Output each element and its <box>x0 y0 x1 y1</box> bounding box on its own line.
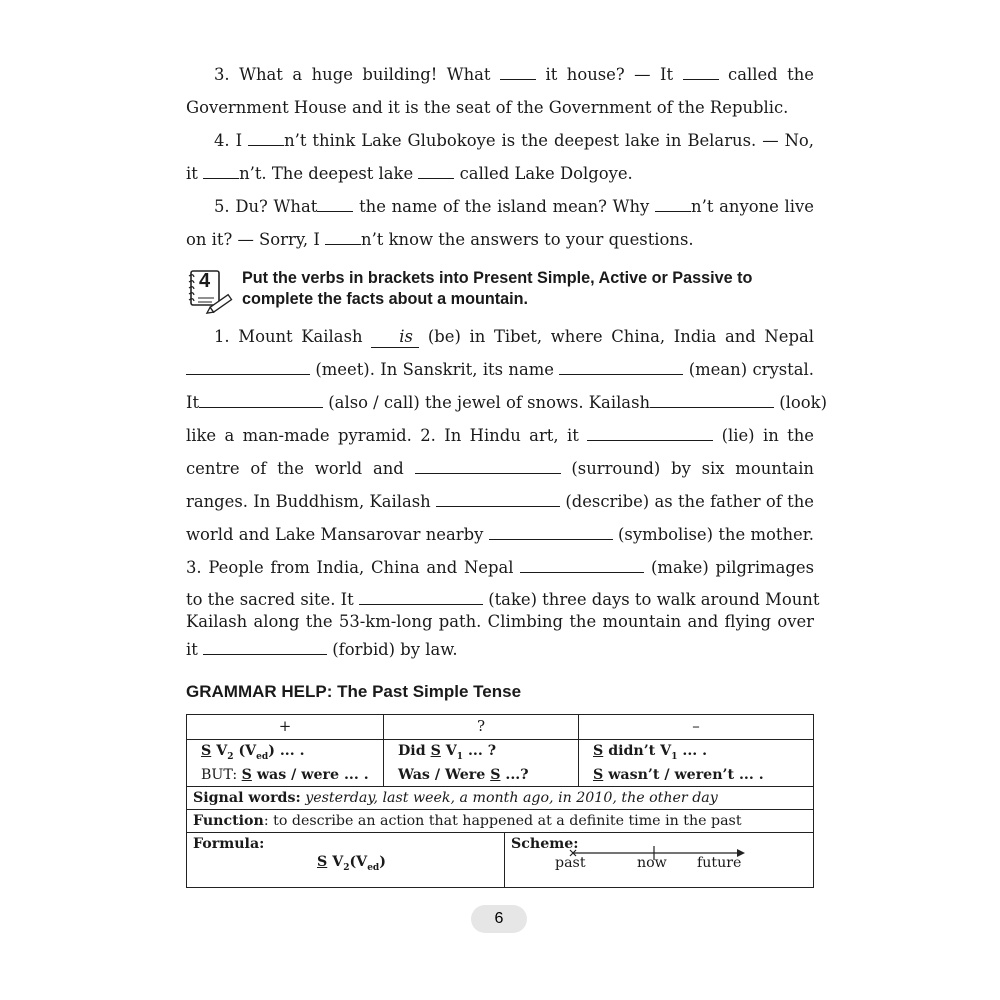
exercise-line: (meet). In Sanskrit, its name (mean) crystal. <box>186 353 814 386</box>
answer-blank[interactable] <box>650 393 774 408</box>
header-question: ? <box>384 715 579 740</box>
grammar-help-heading: GRAMMAR HELP: The Past Simple Tense <box>186 682 522 701</box>
exercise-line: like a man-made pyramid. 2. In Hindu art, it (lie) in the <box>186 426 814 445</box>
exercise-line: to the sacred site. It (take) three days to walk around Mount <box>186 590 820 609</box>
answer-blank[interactable] <box>317 197 353 212</box>
exercise-line: it n’t. The deepest lake called Lake Dolgoye. <box>186 164 633 183</box>
exercise-line: centre of the world and (surround) by six mountain <box>186 459 814 478</box>
answer-blank[interactable] <box>203 640 327 655</box>
header-positive: + <box>187 715 384 740</box>
task-number: 4 <box>199 270 211 292</box>
answer-blank[interactable] <box>683 65 719 80</box>
header-negative: – <box>579 715 814 740</box>
answer-blank[interactable] <box>359 590 483 605</box>
page-number: 6 <box>471 905 527 933</box>
answer-blank[interactable] <box>199 393 323 408</box>
exercise-line: on it? — Sorry, I n’t know the answers to your questions. <box>186 230 694 249</box>
exercise-line: 1. Mount Kailash is (be) in Tibet, where China, India and Nepal <box>214 327 814 346</box>
question-forms: Did S $V_1$ ... ? Was / Were S ...? <box>384 740 579 787</box>
answer-blank[interactable] <box>186 360 310 375</box>
answer-blank[interactable] <box>436 492 560 507</box>
task-instruction: Put the verbs in brackets into Present Simple, Active or Passive to complete the facts about a mountain. <box>242 269 753 308</box>
exercise-line: 5. Du? What the name of the island mean? Why n’t anyone live <box>214 197 814 216</box>
exercise-line: ranges. In Buddhism, Kailash (describe) as the father of the <box>186 492 814 511</box>
positive-forms: S $V_2$ $(V_{ed})$ ... . BUT: S was / were ... . <box>187 740 384 787</box>
answer-blank[interactable] <box>418 164 454 179</box>
scheme-cell: Scheme: past now future <box>505 833 813 887</box>
answer-blank[interactable] <box>520 558 644 573</box>
function-row: Function: to describe an action that happened at a definite time in the past <box>187 809 814 832</box>
grammar-table <box>186 714 814 888</box>
exercise-line: Kailash along the 53-km-long path. Climbing the mountain and flying over <box>186 612 814 631</box>
answer-blank[interactable] <box>248 131 284 146</box>
timeline-future: future <box>697 854 742 871</box>
exercise-line: 4. I n’t think Lake Glubokoye is the deepest lake in Belarus. — No, <box>214 131 814 150</box>
answer-blank[interactable] <box>500 65 536 80</box>
formula-cell: Formula: S $V_2(V_{ed})$ <box>187 833 505 887</box>
answer-blank[interactable] <box>325 230 361 245</box>
answer-blank[interactable] <box>415 459 561 474</box>
workbook-page <box>186 58 827 888</box>
signal-words-row: Signal words: yesterday, last week, a month ago, in 2010, the other day <box>187 786 814 809</box>
exercise-line: 3. What a huge building! What it house? — It called the <box>214 65 814 84</box>
answer-blank[interactable] <box>489 525 613 540</box>
exercise-line: 3. People from India, China and Nepal (make) pilgrimages <box>186 558 814 577</box>
answer-blank[interactable] <box>655 197 691 212</box>
answer-blank[interactable] <box>203 164 239 179</box>
exercise-line: it (forbid) by law. <box>186 640 458 659</box>
exercise-line: world and Lake Mansarovar nearby (symbolise) the mother. <box>186 525 814 544</box>
answer-blank[interactable] <box>587 426 713 441</box>
timeline-now: now <box>637 854 667 871</box>
notebook-pencil-icon <box>186 268 236 314</box>
answer-blank[interactable] <box>559 360 683 375</box>
exercise-line: It (also / call) the jewel of snows. Kailash (look) <box>186 393 827 412</box>
example-answer: is <box>371 327 419 348</box>
timeline <box>511 853 807 897</box>
task-header <box>186 268 814 314</box>
timeline-past: past <box>555 854 586 871</box>
formula-scheme-row <box>187 832 814 887</box>
negative-forms: S didn’t $V_1$ ... . S wasn’t / weren’t ... . <box>579 740 814 787</box>
exercise-line: Government House and it is the seat of the Government of the Republic. <box>186 98 789 117</box>
